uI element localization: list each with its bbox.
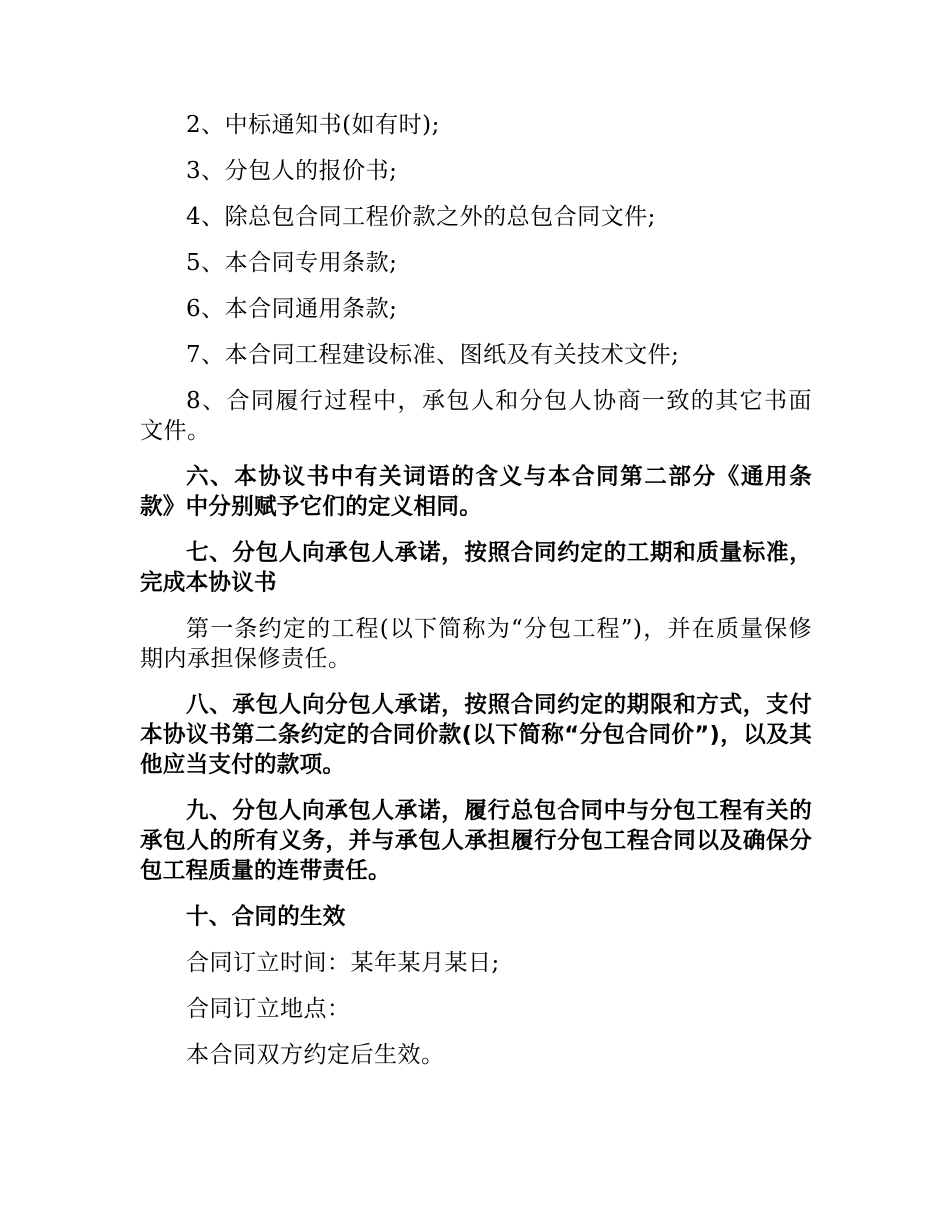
list-item-special-terms: 5、本合同专用条款; xyxy=(186,250,398,276)
clause-nine-joint-liability: 九、分包人向承包人承诺，履行总包合同中与分包工程有关的承包人的所有义务，并与承包人承担履行分包工程合同以及确保分包工程质量的连带责任。 xyxy=(140,798,812,884)
list-item-negotiated-documents: 8、合同履行过程中，承包人和分包人协商一致的其它书面文件。 xyxy=(140,388,812,444)
list-item-general-terms: 6、本合同通用条款; xyxy=(186,296,398,322)
list-item-quotation: 3、分包人的报价书; xyxy=(186,158,398,184)
clause-ten-heading: 十、合同的生效 xyxy=(186,904,346,930)
clause-seven-continuation: 第一条约定的工程(以下简称为“分包工程”)，并在质量保修期内承担保修责任。 xyxy=(140,616,812,672)
list-item-technical-documents: 7、本合同工程建设标准、图纸及有关技术文件; xyxy=(186,342,680,368)
clause-eight-contractor-promise: 八、承包人向分包人承诺，按照合同约定的期限和方式，支付本协议书第二条约定的合同价款(以下简称“分包合同价”)，以及其他应当支付的款项。 xyxy=(140,692,812,778)
contract-effective-statement: 本合同双方约定后生效。 xyxy=(186,1042,445,1068)
contract-signing-date: 合同订立时间：某年某月某日; xyxy=(186,950,500,976)
list-item-general-contract-documents: 4、除总包合同工程价款之外的总包合同文件; xyxy=(186,204,656,230)
list-item-winning-bid-notice: 2、中标通知书(如有时); xyxy=(186,112,440,138)
contract-signing-place: 合同订立地点： xyxy=(186,996,351,1022)
document-page xyxy=(140,110,812,1086)
clause-seven-subcontractor-promise: 七、分包人向承包人承诺，按照合同约定的工期和质量标准，完成本协议书 xyxy=(140,540,812,596)
clause-six-definitions: 六、本协议书中有关词语的含义与本合同第二部分《通用条款》中分别赋予它们的定义相同。 xyxy=(140,464,812,520)
